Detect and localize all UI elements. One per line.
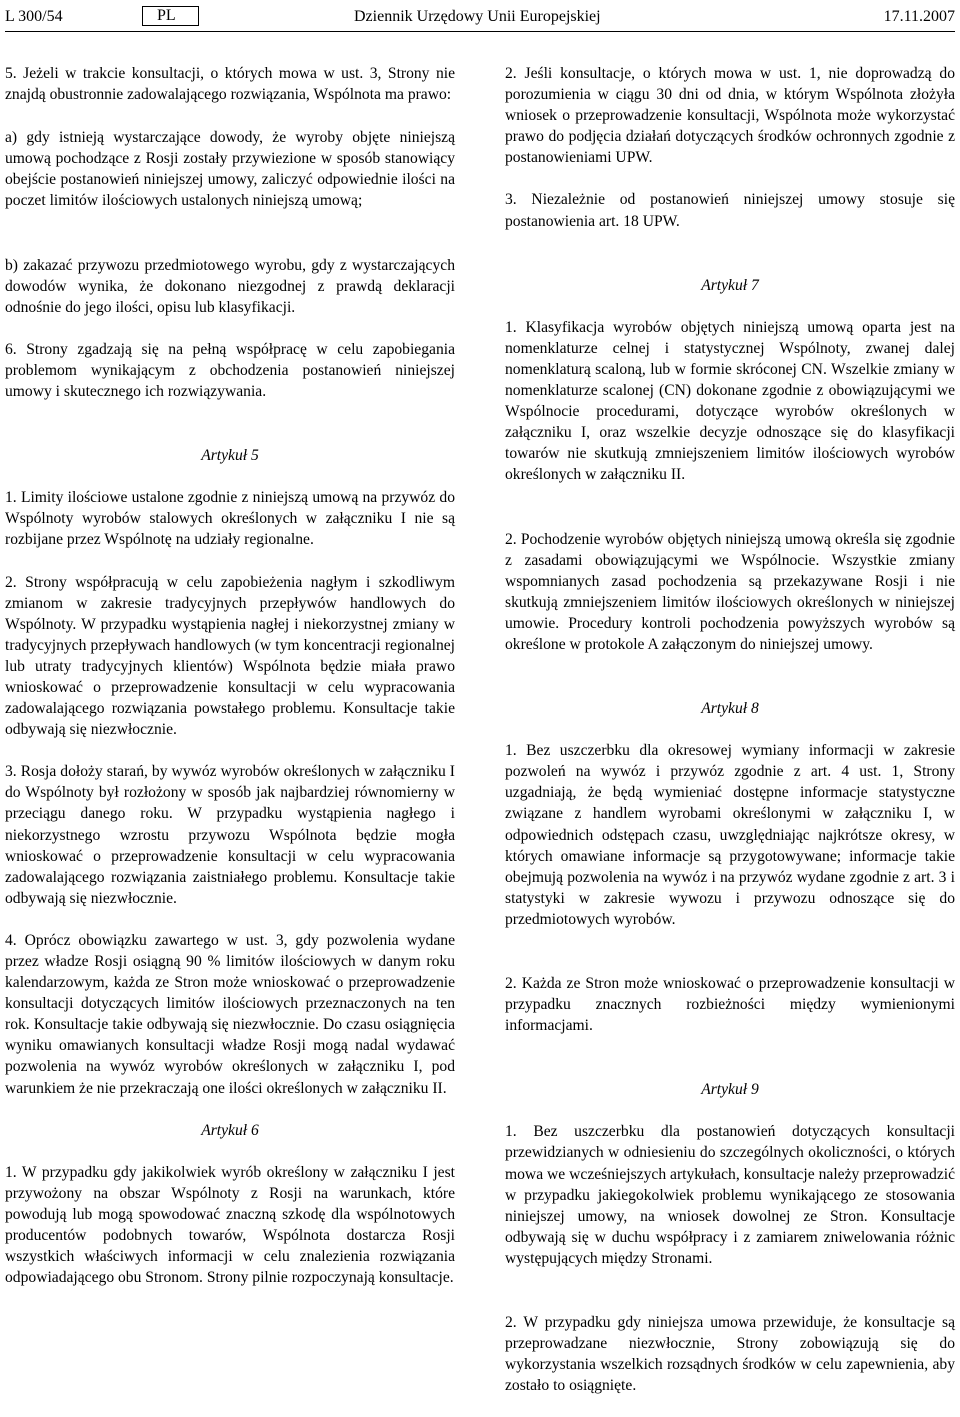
page-number: L 300/54: [5, 8, 63, 25]
article-6-paragraph-3: 3. Niezależnie od postanowień niniejszej umowy stosuje się postanowienia art. 18 UPW.: [505, 191, 955, 230]
article-6-paragraph-2: 2. Jeśli konsultacje, o których mowa w ust. 1, nie doprowadzą do porozumienia w ciągu 30 dni od dnia, w którym Wspólnota złożyła wniosek o przeprowadzenie konsultacji, Wspólnota może wykorzystać prawo do podjęcia działań dotyczących środków ochronnych zgodnie z postanowieniami UPW.: [505, 65, 955, 167]
article-5-paragraph-3: 3. Rosja dołoży starań, by wywóz wyrobów określonych w załączniku I do Wspólnoty był rozłożony w sposób jak najbardziej równomierny w przeciągu danego roku. W przypadku wystąpienia nagłego i niekorzystnego wzrostu przywozu Wspólnota będzie mogła wnioskować o przeprowadzenie konsultacji w celu wypracowania zadowalającego rozwiązania zaistniałego problemu. Konsultacje takie odbywają się niezwłocznie.: [5, 763, 455, 907]
article-5-heading: Artykuł 5: [201, 447, 259, 465]
article-8-heading: Artykuł 8: [701, 700, 759, 718]
header-rule: [5, 31, 955, 32]
article-7-paragraph-2: 2. Pochodzenie wyrobów objętych niniejszą umową określa się zgodnie z zasadami obowiązującymi we Wspólnocie. Wszystkie zmiany wspomnianych zasad pochodzenia są przekazywane Rosji i nie skutkują zmniejszeniem limitów ilościowych określonych w niniejszej umowie. Procedury kontroli pochodzenia powyższych wyrobów są określone w protokole A załączonym do niniejszej umowy.: [505, 530, 955, 653]
article-9-paragraph-2: 2. W przypadku gdy niniejsza umowa przewiduje, że konsultacje są przeprowadzane niezwłocznie, Strony zobowiązują się do wykorzystania wszelkich rozsądnych środków w celu zapewnienia, aby zostało to osiągnięte.: [505, 1314, 955, 1395]
article-8-paragraph-2: 2. Każda ze Stron może wnioskować o przeprowadzenie konsultacji w przypadku znacznych rozbieżności między wymienionymi informacjami.: [505, 975, 955, 1035]
article-9-paragraph-1: 1. Bez uszczerbku dla postanowień dotyczących konsultacji przewidzianych w odniesieniu do szczególnych okoliczności, o których mowa we wcześniejszych artykułach, konsultacje należy przeprowadzić w przypadku jakiegokolwiek problemu wynikającego ze stosowania niniejszej umowy, na wniosek dowolnej ze Stron. Konsultacje odbywają się w duchu współpracy i z zamiarem zniwelowania różnic występujących między Stronami.: [505, 1123, 955, 1267]
language-badge: PL: [142, 6, 199, 26]
article-6-heading: Artykuł 6: [201, 1121, 259, 1139]
article-9-heading: Artykuł 9: [701, 1081, 759, 1099]
article-7-paragraph-1: 1. Klasyfikacja wyrobów objętych niniejszą umową oparta jest na nomenklaturze celnej i statystycznej Wspólnoty, zwanej dalej nomenklaturą scaloną, lub w formie skróconej CN. Wszelkie zmiany w nomenklaturze scalonej (CN) dokonane zgodnie z obowiązującymi we Wspólnocie procedurami, dotyczące wyrobów określonych w załączniku I, oraz wszelkie decyzje odnoszące się do klasyfikacji towarów nie skutkują zmniejszeniem limitów ilościowych wyrobów określonych w załączniku II.: [505, 318, 955, 484]
page-header: [5, 6, 955, 28]
article-7-heading: Artykuł 7: [701, 276, 759, 294]
paragraph-5a: a) gdy istnieją wystarczające dowody, że wyroby objęte niniejszą umową pochodzące z Rosji zostały przywiezione w sposób stanowiący obejście postanowień niniejszej umowy, zaliczyć odpowiednie ilości na poczet limitów ilościowych ustalonych niniejszą umową;: [5, 129, 455, 210]
right-column: [505, 63, 955, 1417]
paragraph-6: 6. Strony zgadzają się na pełną współpracę w celu zapobiegania problemom wynikającym z obchodzenia postanowień niniejszej umowy i skutecznego ich rozwiązywania.: [5, 340, 455, 401]
paragraph-5: 5. Jeżeli w trakcie konsultacji, o których mowa w ust. 3, Strony nie znajdą obustronnie zadowalającego rozwiązania, Wspólnota ma prawo:: [5, 65, 455, 104]
paragraph-5b: b) zakazać przywozu przedmiotowego wyrobu, gdy z wystarczających dowodów wynika, że dokonano niezgodnej z prawdą deklaracji odnośnie do jego ilości, opisu lub klasyfikacji.: [5, 256, 455, 316]
left-column: [5, 63, 455, 1309]
publication-date: 17.11.2007: [883, 8, 955, 25]
article-5-paragraph-1: 1. Limity ilościowe ustalone zgodnie z niniejszą umową na przywóz do Wspólnoty wyrobów stalowych określonych w załączniku I nie są rozbijane przez Wspólnotę na udziały regionalne.: [5, 489, 455, 549]
article-6-paragraph-1: 1. W przypadku gdy jakikolwiek wyrób określony w załączniku I jest przywożony na obszar Wspólnoty z Rosji na warunkach, które powodują lub mogą spowodować znaczną szkodę dla wspólnotowych producentów podobnych towarów, Wspólnota dostarcza Rosji wszystkich właściwych informacji w celu znalezienia rozwiązania odpowiadającego obu Stronom. Strony pilnie rozpoczynają konsultacje.: [5, 1163, 455, 1287]
article-5-paragraph-2: 2. Strony współpracują w celu zapobieżenia nagłym i szkodliwym zmianom w zakresie tradycyjnych przepływów handlowych do Wspólnoty. W przypadku wystąpienia nagłej i niekorzystnej zmiany w tradycyjnych przepływach handlowych (w tym koncentracji regionalnej lub utraty tradycyjnych klientów) Wspólnota będzie miała prawo wnioskować o przeprowadzenie konsultacji w celu wypracowania zadowalającego rozwiązania powstałego problemu. Konsultacje takie odbywają się niezwłocznie.: [5, 573, 455, 739]
article-5-paragraph-4: 4. Oprócz obowiązku zawartego w ust. 3, gdy pozwolenia wydane przez władze Rosji osiągną 90 % limitów ilościowych w danym roku kalendarzowym, każda ze Stron może wnioskować o przeprowadzenie konsultacji dotyczących limitów ilościowych przeznaczonych na ten rok. Konsultacje takie odbywają się niezwłocznie. Do czasu osiągnięcia wyniku omawianych konsultacji władze Rosji mogą nadal wydawać pozwolenia na wywóz wyrobów określonych w załączniku I, pod warunkiem że nie przekraczają one ilości określonych w załączniku II.: [5, 931, 455, 1097]
journal-title: Dziennik Urzędowy Unii Europejskiej: [354, 8, 601, 25]
article-8-paragraph-1: 1. Bez uszczerbku dla okresowej wymiany informacji w zakresie pozwoleń na wywóz i przywóz zgodnie z art. 4 ust. 1, Strony uzgadniają, że będą wymieniać dostępne informacje statystyczne związane z handlem wyrobami określonymi w załączniku I, w odpowiednich odstępach czasu, uwzględniając najkrótsze okresy, w których omawiane informacje są przygotowywane; informacje takie obejmują pozwolenia na wywóz i na przywóz wydane zgodnie z art. 3 i statystyki w zakresie wywozu i przywozu odnoszące się do przedmiotowych wyrobów.: [505, 742, 955, 928]
